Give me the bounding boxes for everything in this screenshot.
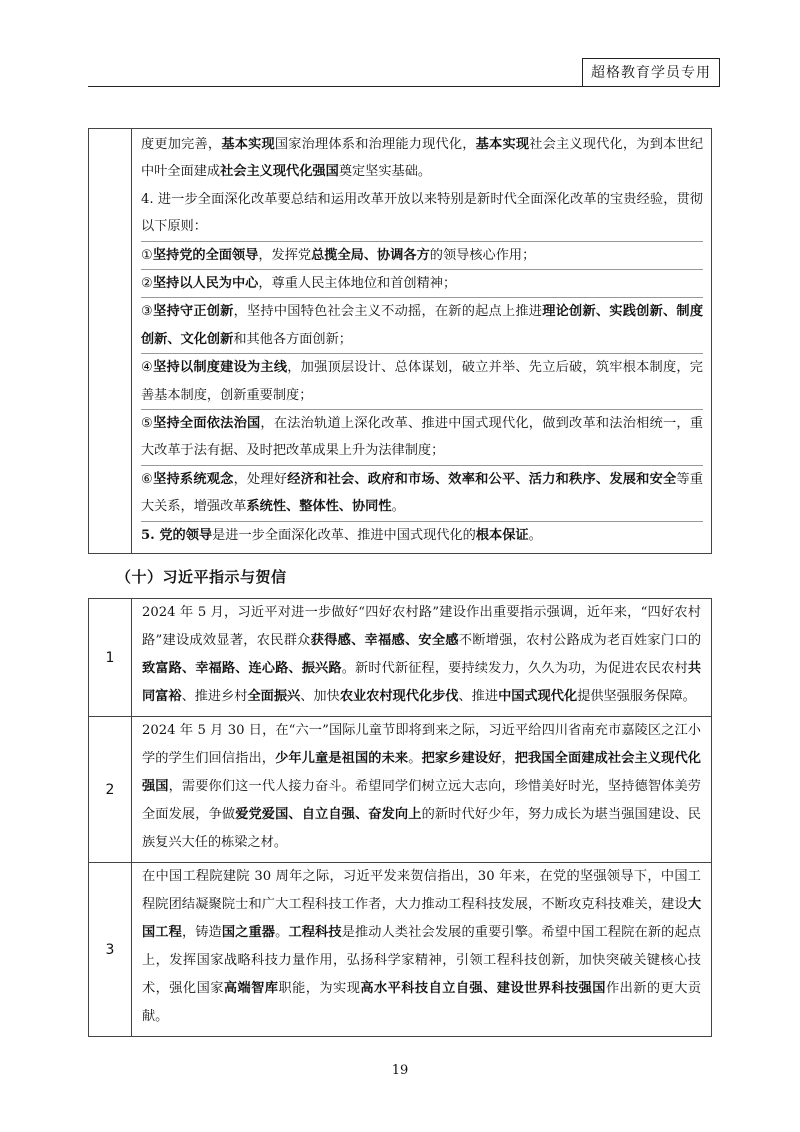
principles-content-cell <box>132 129 712 554</box>
bold-emphasis: 致富路、幸福路、连心路、振兴路 <box>142 661 342 676</box>
row-content <box>132 863 712 1037</box>
bold-emphasis: 理论创新、实践创新、制度创新、文化创新 <box>141 304 704 347</box>
bold-emphasis: 基本实现 <box>475 137 530 152</box>
bold-emphasis: 全面振兴 <box>247 689 301 704</box>
row-content <box>132 717 712 863</box>
bold-emphasis: 根本保证 <box>475 527 529 543</box>
paragraph: 5. 党的领导是进一步全面深化改革、推进中国式现代化的根本保证。 <box>141 521 703 549</box>
bold-emphasis: 把家乡建设好 <box>421 751 502 766</box>
instructions-letters-table <box>88 598 712 1037</box>
reform-principles-table <box>88 128 712 554</box>
bold-emphasis: 爱党爱国、自立自强、奋发向上 <box>235 807 422 822</box>
row-number: 3 <box>89 863 132 1037</box>
section-title: （十）习近平指示与贺信 <box>116 568 287 586</box>
bold-emphasis: 坚持以制度建设为主线 <box>153 360 288 376</box>
row-text: 2024 年 5 月，习近平对进一步做好“四好农村路”建设作出重要指示强调，近年来，“四好农村路”建设成效显著，农民群众获得感、幸福感、安全感不断增强，农村公路成为老百姓家门口的致富路、幸福路、连心路、振兴路。新时代新征程，要持续发力，久久为功，为促进农民农村共同富裕、推进乡村全面振兴、加快农业农村现代化步伐、推进中国式现代化提供坚强服务保障。 <box>142 605 702 704</box>
watermark-label <box>582 58 720 87</box>
bold-emphasis: 系统性、整体性、协同性 <box>246 499 392 515</box>
bold-emphasis: 基本实现 <box>221 137 275 152</box>
header-rule <box>88 86 712 87</box>
paragraph: 度更加完善，基本实现国家治理体系和治理能力现代化，基本实现社会主义现代化，为到本世纪中叶全面建成社会主义现代化强国奠定坚实基础。 <box>141 137 704 180</box>
principle-item: ④坚持以制度建设为主线，加强顶层设计、总体谋划，破立并举、先立后破，筑牢根本制度，完善基本制度，创新重要制度； <box>141 353 703 409</box>
bold-emphasis: 5. 党的领导 <box>141 527 213 543</box>
bold-emphasis: 少年儿童是祖国的未来 <box>275 751 409 766</box>
paragraph: 4. 进一步全面深化改革要总结和运用改革开放以来特别是新时代全面深化改革的宝贵经验，贯彻以下原则： <box>141 191 703 235</box>
bold-emphasis: 总揽全局、协调各方 <box>311 247 430 263</box>
bold-emphasis: 把我国全面建成社会主义现代化强国 <box>142 751 701 794</box>
page-number: 19 <box>391 1063 409 1078</box>
bold-emphasis: 共同富裕 <box>142 661 701 704</box>
row-content <box>132 599 712 717</box>
table-row <box>89 717 712 863</box>
header-label-text: 超格教育学员专用 <box>591 65 711 81</box>
principle-item: ②坚持以人民为中心，尊重人民主体地位和首创精神； <box>141 269 703 297</box>
principle-item: ③坚持守正创新，坚持中国特色社会主义不动摇，在新的起点上推进理论创新、实践创新、制度创新、文化创新和其他各方面创新； <box>141 297 703 353</box>
bold-emphasis: 农业农村现代化步伐 <box>339 689 459 704</box>
bold-emphasis: 经济和社会、政府和市场、效率和公平、活力和秩序、发展和安全 <box>287 471 677 487</box>
row-number: 1 <box>89 599 132 717</box>
bold-emphasis: 坚持以人民为中心 <box>152 276 259 292</box>
bold-emphasis: 坚持守正创新 <box>153 304 234 320</box>
principle-item: ⑥坚持系统观念，处理好经济和社会、政府和市场、效率和公平、活力和秩序、发展和安全等重大关系，增强改革系统性、整体性、协同性。 <box>141 465 703 521</box>
bold-emphasis: 高端智库 <box>223 981 279 996</box>
row-text: 2024 年 5 月 30 日，在“六一”国际儿童节即将到来之际，习近平给四川省南充市嘉陵区之江小学的学生们回信指出，少年儿童是祖国的未来。把家乡建设好，把我国全面建成社会主义现代化强国，需要你们这一代人接力奋斗。希望同学们树立远大志向，珍惜美好时光，坚持德智体美劳全面发展，争做爱党爱国、自立自强、奋发向上的新时代好少年，努力成长为堪当强国建设、民族复兴大任的栋梁之材。 <box>142 723 701 850</box>
principle-item: ⑤坚持全面依法治国，在法治轨道上深化改革、推进中国式现代化，做到改革和法治相统一，重大改革于法有据、及时把改革成果上升为法律制度； <box>141 409 703 465</box>
empty-index-cell <box>89 129 132 554</box>
bold-emphasis: 高水平科技自立自强、建设世界科技强国 <box>360 981 606 996</box>
bold-emphasis: 坚持党的全面领导 <box>152 247 259 263</box>
bold-emphasis: 坚持全面依法治国 <box>153 416 261 432</box>
table-row <box>89 863 712 1037</box>
bold-emphasis: 坚持系统观念 <box>153 471 234 487</box>
row-text: 在中国工程院建院 30 周年之际，习近平发来贺信指出，30 年来，在党的坚强领导下，中国工程院团结凝聚院士和广大工程科技工作者，大力推动工程科技发展，不断攻克科技难关，建设大国工程，铸造国之重器。工程科技是推动人类社会发展的重要引擎。希望中国工程院在新的起点上，发挥国家战略科技力量作用，弘扬科学家精神，引领工程科技创新，加快突破关键核心技术，强化国家高端智库职能，为实现高水平科技自立自强、建设世界科技强国作出新的更大贡献。 <box>142 869 702 1024</box>
bold-emphasis: 大国工程 <box>142 897 701 940</box>
table-row <box>89 599 712 717</box>
principle-item: ①坚持党的全面领导，发挥党总揽全局、协调各方的领导核心作用； <box>141 241 703 269</box>
table-row <box>89 129 712 554</box>
bold-emphasis: 国之重器 <box>221 925 276 940</box>
bold-emphasis: 工程科技 <box>288 925 342 940</box>
bold-emphasis: 中国式现代化 <box>498 689 578 704</box>
bold-emphasis: 社会主义现代化强国 <box>220 164 339 180</box>
row-number: 2 <box>89 717 132 863</box>
bold-emphasis: 获得感、幸福感、安全感 <box>310 633 459 648</box>
